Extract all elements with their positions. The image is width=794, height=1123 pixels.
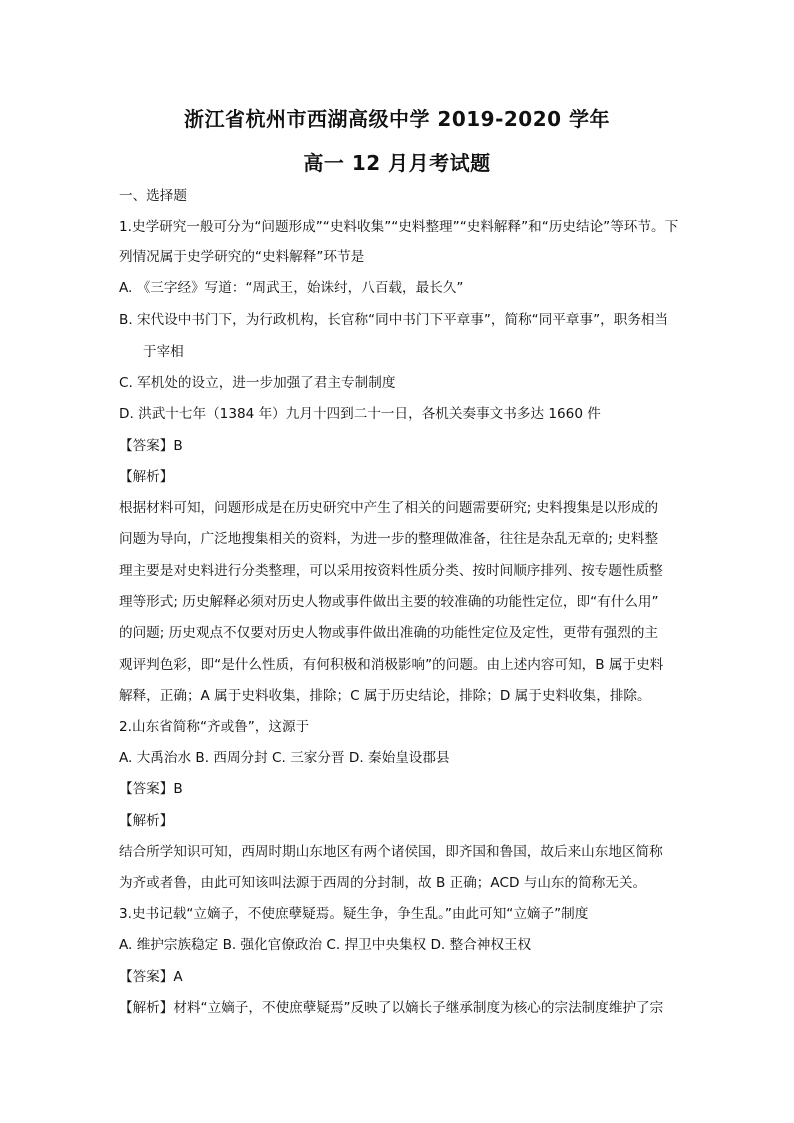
- q1-analysis-line: 根据材料可知，问题形成是在历史研究中产生了相关的问题需要研究; 史料搜集是以形成的: [119, 500, 659, 516]
- q3-stem: 3.史书记载“立嫡子，不使庶孽疑焉。疑生争，争生乱。”由此可知“立嫡子”制度: [119, 906, 589, 922]
- q1-stem-line1: 1.史学研究一般可分为“问题形成”“史料收集”“史料整理”“史料解释”和“历史结论”等环节。下: [119, 219, 679, 235]
- q1-answer: 【答案】B: [119, 438, 183, 454]
- q1-stem-line2: 列情况属于史学研究的“史料解释”环节是: [119, 249, 365, 265]
- q2-analysis-line: 为齐或者鲁，由此可知该叫法源于西周的分封制，故 B 正确；ACD 与山东的简称无关。: [119, 875, 647, 891]
- q1-option-d: D. 洪武十七年（1384 年）九月十四到二十一日，各机关奏事文书多达 1660 件: [119, 406, 601, 422]
- q1-option-b-line2: 于宰相: [143, 344, 184, 360]
- page-title-line2: 高一 12 月月考试题: [303, 151, 491, 175]
- section-heading: 一、选择题: [119, 188, 187, 204]
- q1-analysis-line: 理主要是对史料进行分类整理，可以采用按资料性质分类、按时间顺序排列、按专题性质整: [119, 563, 663, 579]
- q3-analysis-line1: 【解析】材料“立嫡子，不使庶孽疑焉”反映了以嫡长子继承制度为核心的宗法制度维护了宗: [119, 1000, 664, 1016]
- page-title-line1: 浙江省杭州市西湖高级中学 2019-2020 学年: [183, 107, 611, 131]
- q3-options: A. 维护宗族稳定 B. 强化官僚政治 C. 捍卫中央集权 D. 整合神权王权: [119, 937, 532, 953]
- q1-option-c: C. 军机处的设立，进一步加强了君主专制制度: [119, 375, 396, 391]
- q3-answer: 【答案】A: [119, 969, 183, 985]
- q1-option-b-line1: B. 宋代设中书门下，为行政机构，长官称“同中书门下平章事”，简称“同平章事”，职务相当: [119, 312, 669, 328]
- q1-analysis-line: 的问题; 历史观点不仅要对历史人物或事件做出准确的功能性定位及定性，更带有强烈的主: [119, 625, 659, 641]
- q1-analysis-line: 理等形式; 历史解释必须对历史人物或事件做出主要的较准确的功能性定位，即“有什么用”: [119, 594, 659, 610]
- q2-stem: 2.山东省简称“齐或鲁”，这源于: [119, 719, 310, 735]
- q1-analysis-label: 【解析】: [119, 469, 174, 485]
- q2-answer: 【答案】B: [119, 781, 183, 797]
- q2-analysis-line: 结合所学知识可知，西周时期山东地区有两个诸侯国，即齐国和鲁国，故后来山东地区简称: [119, 844, 663, 860]
- q2-analysis-label: 【解析】: [119, 813, 174, 829]
- q1-option-a: A. 《三字经》写道：“周武王，始诛纣，八百载，最长久”: [119, 280, 464, 296]
- q1-analysis-line: 问题为导向，广泛地搜集相关的资料，为进一步的整理做准备，往往是杂乱无章的; 史料整: [119, 531, 659, 547]
- q2-options: A. 大禹治水 B. 西周分封 C. 三家分晋 D. 秦始皇设郡县: [119, 750, 450, 766]
- q1-analysis-line: 观评判色彩，即“是什么性质，有何积极和消极影响”的问题。由上述内容可知，B 属于史料: [119, 657, 664, 673]
- q1-analysis-line: 解释，正确；A 属于史料收集，排除；C 属于历史结论，排除；D 属于史料收集，排除。: [119, 688, 651, 704]
